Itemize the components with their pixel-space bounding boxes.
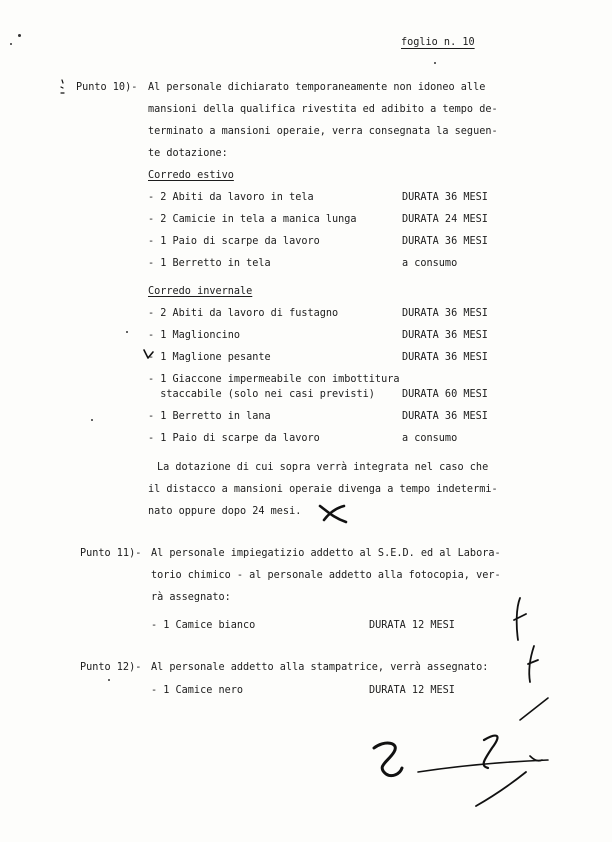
list-item-duration: DURATA 12 MESI <box>369 685 455 696</box>
paragraph-line: terminato a mansioni operaie, verra consegnata la seguen- <box>148 126 498 137</box>
tick-mark <box>144 350 153 358</box>
list-item-duration: DURATA 36 MESI <box>402 352 488 363</box>
initials-mark <box>514 598 526 640</box>
signature <box>476 772 526 806</box>
list-item: - 2 Abiti da lavoro di fustagno <box>148 308 339 319</box>
list-item: - 2 Abiti da lavoro in tela <box>148 192 314 203</box>
list-item: staccabile (solo nei casi previsti) <box>148 389 375 400</box>
scan-speck <box>434 62 436 64</box>
list-item-duration: a consumo <box>402 433 458 444</box>
list-item-duration: DURATA 12 MESI <box>369 620 455 631</box>
list-item-duration: DURATA 36 MESI <box>402 192 488 203</box>
list-item: - 1 Giaccone impermeabile con imbottitura <box>148 374 400 385</box>
list-item: - 2 Camicie in tela a manica lunga <box>148 214 357 225</box>
list-item: - 1 Camice bianco <box>151 620 256 631</box>
note-line: nato oppure dopo 24 mesi. <box>148 506 302 517</box>
subheading-corredo-invernale: Corredo invernale <box>148 286 253 297</box>
scan-speck <box>108 679 110 681</box>
list-item: - 1 Maglione pesante <box>148 352 271 363</box>
signature <box>374 743 402 776</box>
paragraph-line: torio chimico - al personale addetto alla fotocopia, ver- <box>151 570 501 581</box>
list-item-duration: DURATA 36 MESI <box>402 308 488 319</box>
list-item-duration: DURATA 36 MESI <box>402 411 488 422</box>
paragraph-line: Al personale impiegatizio addetto al S.E.D. ed al Labora- <box>151 548 501 559</box>
scan-speck <box>126 331 128 333</box>
list-item-duration: DURATA 60 MESI <box>402 389 488 400</box>
section-label-punto-12: Punto 12)- <box>80 662 142 673</box>
section-label-punto-10: Punto 10)- <box>76 82 138 93</box>
list-item-duration: DURATA 36 MESI <box>402 330 488 341</box>
list-item: - 1 Berretto in lana <box>148 411 271 422</box>
list-item: - 1 Paio di scarpe da lavoro <box>148 236 320 247</box>
list-item: - 1 Camice nero <box>151 685 244 696</box>
scan-speck <box>18 34 21 37</box>
note-line: La dotazione di cui sopra verrà integrata nel caso che <box>157 462 489 473</box>
scan-speck <box>10 43 12 45</box>
paragraph-line: rà assegnato: <box>151 592 231 603</box>
check-mark <box>61 80 64 93</box>
list-item-duration: DURATA 24 MESI <box>402 214 488 225</box>
list-item-duration: a consumo <box>402 258 458 269</box>
list-item: - 1 Berretto in tela <box>148 258 271 269</box>
page-header: foglio n. 10 <box>401 37 475 48</box>
list-item-duration: DURATA 36 MESI <box>402 236 488 247</box>
paraph-mark <box>320 506 346 522</box>
paragraph-line: Al personale addetto alla stampatrice, verrà assegnato: <box>151 662 489 673</box>
section-label-punto-11: Punto 11)- <box>80 548 142 559</box>
list-item: - 1 Maglioncino <box>148 330 241 341</box>
scan-speck <box>91 419 93 421</box>
paragraph-line: mansioni della qualifica rivestita ed adibito a tempo de- <box>148 104 498 115</box>
initials-mark <box>520 698 548 720</box>
initials-mark <box>528 646 538 682</box>
paragraph-line: te dotazione: <box>148 148 228 159</box>
subheading-corredo-estivo: Corredo estivo <box>148 170 234 181</box>
paragraph-line: Al personale dichiarato temporaneamente non idoneo alle <box>148 82 486 93</box>
note-line: il distacco a mansioni operaie divenga a tempo indetermi- <box>148 484 498 495</box>
list-item: - 1 Paio di scarpe da lavoro <box>148 433 320 444</box>
